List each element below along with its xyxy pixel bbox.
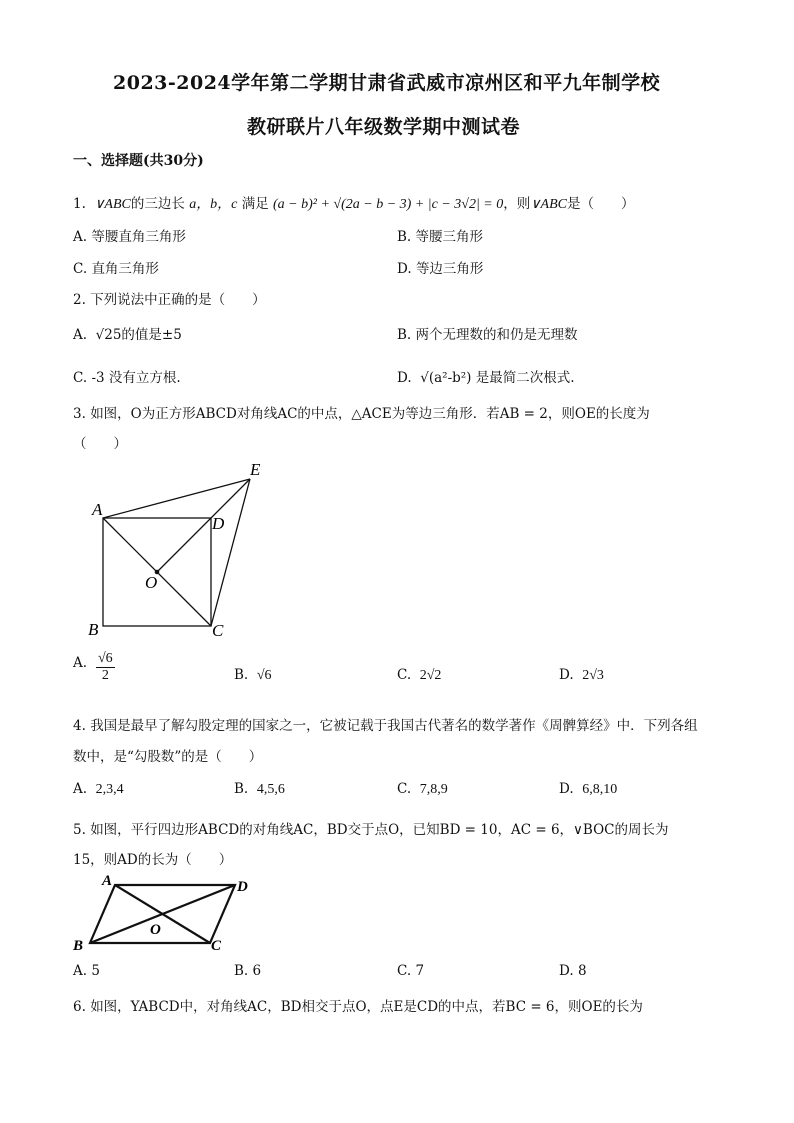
section-heading: 一、选择题(共30分)	[73, 153, 204, 169]
question-3-stem: 3. 如图，O为正方形ABCD对角线AC的中点，△ACE为等边三角形．若AB = 2，则OE的长度为	[73, 406, 650, 422]
label-d: D	[237, 879, 248, 895]
label-o: O	[150, 922, 161, 938]
q3-option-a-fraction: √6 2	[98, 651, 113, 683]
q1-option-a[interactable]: A. 等腰直角三角形	[73, 229, 186, 245]
label-a: A	[102, 873, 113, 889]
label-e: E	[250, 460, 261, 479]
q4-option-a[interactable]: A. 2,3,4	[73, 781, 124, 797]
question-2-stem: 2. 下列说法中正确的是（ ）	[73, 292, 266, 308]
segment-oe	[157, 479, 250, 572]
q2-option-a[interactable]: A. √25的值是±5	[73, 327, 182, 343]
label-d: D	[212, 514, 225, 533]
condition-formula: (a − b)² + √(2a − b − 3) + |c − 3√2| = 0	[273, 197, 504, 212]
question-4-stem-line2: 数中，是“勾股数”的是（ ）	[73, 749, 263, 765]
question-5-stem-line2: 15，则AD的长为（ ）	[73, 852, 233, 868]
question-3-stem-line2: （ ）	[73, 436, 127, 452]
question-number: 1.	[73, 196, 86, 212]
q5-option-c[interactable]: C. 7	[397, 963, 425, 979]
q3-option-c[interactable]: C. 2√2	[397, 667, 442, 683]
q2-option-d[interactable]: D. √(a²-b²) 是最简二次根式.	[397, 370, 575, 386]
segment-ae	[103, 479, 250, 518]
label-b: B	[73, 938, 84, 954]
q2-option-b[interactable]: B. 两个无理数的和仍是无理数	[397, 327, 578, 343]
q3-option-a[interactable]: A.	[73, 655, 88, 671]
q3-figure	[82, 455, 282, 645]
triangle-symbol: ∨ABC	[94, 197, 131, 212]
question-1-stem: 1. ∨ABC的三边长 a，b，c 满足 (a − b)² + √(2a − b − 3) + |c − 3√2| = 0，则∨ABC是（ ）	[73, 196, 635, 212]
segment-ce	[211, 479, 250, 626]
question-6-stem: 6. 如图，YABCD中，对角线AC，BD相交于点O，点E是CD的中点，若BC = 6，则OE的长为	[73, 999, 643, 1015]
question-4-stem: 4. 我国是最早了解勾股定理的国家之一，它被记载于我国古代著名的数学著作《周髀算经》中．下列各组	[73, 718, 698, 734]
label-b: B	[88, 620, 99, 639]
q1-option-b[interactable]: B. 等腰三角形	[397, 229, 484, 245]
label-a: A	[92, 500, 103, 519]
q3-option-d[interactable]: D. 2√3	[559, 667, 604, 683]
q4-option-d[interactable]: D. 6,8,10	[559, 781, 618, 797]
q5-option-d[interactable]: D. 8	[559, 963, 587, 979]
q1-option-d[interactable]: D. 等边三角形	[397, 261, 484, 277]
q2-option-c[interactable]: C. -3 没有立方根.	[73, 370, 181, 386]
label-c: C	[212, 621, 224, 640]
q1-option-c[interactable]: C. 直角三角形	[73, 261, 159, 277]
q4-option-b[interactable]: B. 4,5,6	[234, 781, 285, 797]
page-title-line2: 教研联片八年级数学期中测试卷	[247, 116, 521, 138]
label-c: C	[211, 938, 222, 954]
page-title-line1: 2023-2024学年第二学期甘肃省武威市凉州区和平九年制学校	[113, 72, 661, 94]
label-o: O	[145, 573, 158, 592]
q3-option-b[interactable]: B. √6	[234, 667, 272, 683]
question-5-stem: 5. 如图，平行四边形ABCD的对角线AC，BD交于点O，已知BD = 10，AC = 6，∨BOC的周长为	[73, 822, 669, 838]
q5-option-b[interactable]: B. 6	[234, 963, 262, 979]
q5-option-a[interactable]: A. 5	[73, 963, 100, 979]
q5-figure	[70, 872, 270, 956]
q4-option-c[interactable]: C. 7,8,9	[397, 781, 448, 797]
